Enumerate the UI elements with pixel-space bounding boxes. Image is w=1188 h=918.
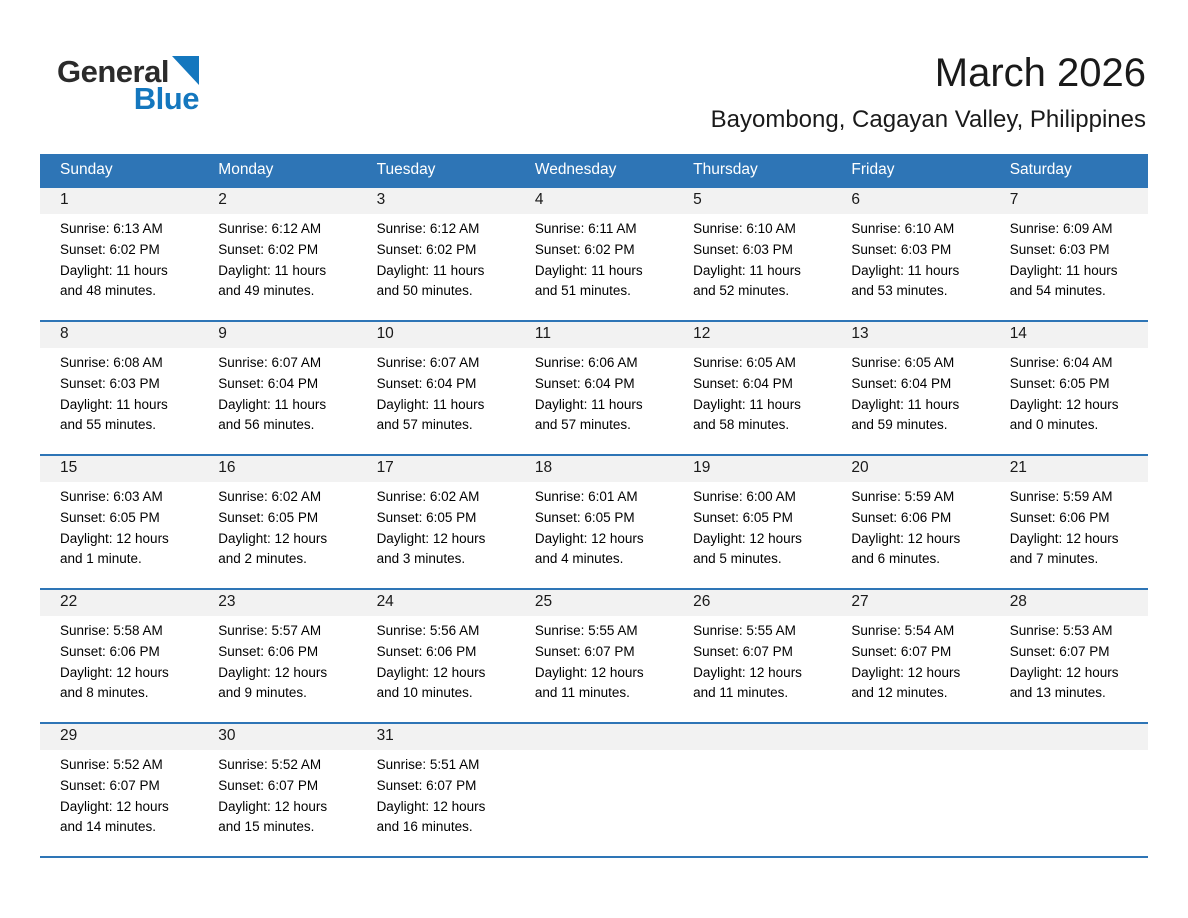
day-number: 9 (198, 322, 356, 348)
sunrise-text: Sunrise: 6:02 AM (218, 489, 322, 504)
sunrise-text: Sunrise: 5:53 AM (1009, 623, 1113, 638)
day-details (357, 616, 515, 703)
day-cell (990, 187, 1148, 321)
day-number: 14 (990, 322, 1148, 348)
sunset-text: Sunset: 6:07 PM (376, 777, 477, 793)
daylight-text: Daylight: 11 hours and 54 minutes. (1009, 262, 1118, 298)
sunset-text: Sunset: 6:02 PM (376, 241, 477, 257)
daylight-text: Daylight: 11 hours and 57 minutes. (376, 396, 485, 432)
sunset-text: Sunset: 6:03 PM (693, 241, 793, 257)
daylight-text: Daylight: 11 hours and 55 minutes. (60, 396, 168, 432)
weekday-header-saturday: Saturday (990, 154, 1148, 187)
week-row (40, 723, 1148, 857)
sunset-text: Sunset: 6:03 PM (851, 241, 952, 257)
day-cell (515, 589, 673, 723)
day-details (357, 348, 515, 435)
title-block (711, 50, 1146, 134)
daylight-text: Daylight: 11 hours and 59 minutes. (851, 396, 960, 432)
day-details (40, 616, 198, 703)
day-number: 5 (673, 188, 831, 214)
day-details (357, 750, 515, 837)
day-details (357, 482, 515, 569)
sunrise-text: Sunrise: 6:12 AM (218, 221, 322, 236)
day-details (990, 616, 1148, 703)
sunrise-text: Sunrise: 5:58 AM (60, 623, 163, 638)
sunset-text: Sunset: 6:04 PM (218, 375, 319, 391)
sunrise-text: Sunrise: 5:52 AM (218, 757, 322, 772)
day-cell (673, 321, 831, 455)
empty-day-cell (831, 723, 989, 857)
day-number: 27 (831, 590, 989, 616)
daylight-text: Daylight: 12 hours and 5 minutes. (693, 530, 802, 566)
day-details (831, 214, 989, 301)
sunrise-text: Sunrise: 5:56 AM (376, 623, 480, 638)
day-details (40, 214, 198, 301)
weekday-header-wednesday: Wednesday (515, 154, 673, 187)
day-number: 6 (831, 188, 989, 214)
sunset-text: Sunset: 6:06 PM (60, 643, 160, 659)
sunrise-text: Sunrise: 6:01 AM (534, 489, 638, 504)
sunrise-text: Sunrise: 5:55 AM (534, 623, 638, 638)
day-cell (357, 321, 515, 455)
day-number: 12 (673, 322, 831, 348)
sunset-text: Sunset: 6:04 PM (693, 375, 793, 391)
day-number: 16 (198, 456, 356, 482)
day-details (673, 482, 831, 569)
day-details (198, 750, 356, 837)
day-details (673, 214, 831, 301)
day-cell (515, 187, 673, 321)
sunset-text: Sunset: 6:03 PM (60, 375, 160, 391)
sunrise-text: Sunrise: 6:11 AM (534, 221, 637, 236)
day-number (515, 724, 673, 750)
daylight-text: Daylight: 12 hours and 12 minutes. (851, 664, 961, 700)
day-number: 30 (198, 724, 356, 750)
sunrise-text: Sunrise: 5:52 AM (60, 757, 163, 772)
day-cell (831, 187, 989, 321)
general-blue-logo (57, 56, 199, 114)
sunset-text: Sunset: 6:05 PM (376, 509, 477, 525)
sunrise-text: Sunrise: 6:08 AM (60, 355, 163, 370)
day-details (515, 750, 673, 755)
week-row (40, 455, 1148, 589)
sunset-text: Sunset: 6:05 PM (218, 509, 319, 525)
day-number: 15 (40, 456, 198, 482)
day-cell (198, 589, 356, 723)
logo-text-blue: Blue (133, 81, 199, 116)
day-details (831, 482, 989, 569)
day-details (198, 348, 356, 435)
day-number: 4 (515, 188, 673, 214)
sunset-text: Sunset: 6:07 PM (534, 643, 635, 659)
day-cell (40, 187, 198, 321)
daylight-text: Daylight: 11 hours and 52 minutes. (693, 262, 801, 298)
sunset-text: Sunset: 6:04 PM (851, 375, 952, 391)
day-cell (357, 187, 515, 321)
sunset-text: Sunset: 6:04 PM (376, 375, 477, 391)
sunrise-text: Sunrise: 6:05 AM (851, 355, 955, 370)
daylight-text: Daylight: 12 hours and 15 minutes. (218, 798, 328, 834)
daylight-text: Daylight: 12 hours and 14 minutes. (60, 798, 169, 834)
daylight-text: Daylight: 12 hours and 10 minutes. (376, 664, 486, 700)
sunrise-text: Sunrise: 6:03 AM (60, 489, 163, 504)
day-number: 21 (990, 456, 1148, 482)
daylight-text: Daylight: 11 hours and 48 minutes. (60, 262, 168, 298)
daylight-text: Daylight: 12 hours and 11 minutes. (534, 664, 644, 700)
sunrise-text: Sunrise: 6:07 AM (218, 355, 322, 370)
week-row (40, 589, 1148, 723)
sunset-text: Sunset: 6:05 PM (1009, 375, 1110, 391)
day-number: 8 (40, 322, 198, 348)
sunset-text: Sunset: 6:07 PM (851, 643, 952, 659)
day-details (515, 616, 673, 703)
day-cell (990, 321, 1148, 455)
day-number: 2 (198, 188, 356, 214)
day-details (357, 214, 515, 301)
daylight-text: Daylight: 12 hours and 6 minutes. (851, 530, 961, 566)
sunrise-text: Sunrise: 6:04 AM (1009, 355, 1113, 370)
daylight-text: Daylight: 12 hours and 7 minutes. (1009, 530, 1119, 566)
day-number: 3 (357, 188, 515, 214)
day-number (990, 724, 1148, 750)
sunrise-text: Sunrise: 6:00 AM (693, 489, 796, 504)
daylight-text: Daylight: 11 hours and 58 minutes. (693, 396, 801, 432)
daylight-text: Daylight: 11 hours and 57 minutes. (534, 396, 643, 432)
day-details (673, 348, 831, 435)
day-cell (673, 455, 831, 589)
sunrise-text: Sunrise: 6:10 AM (693, 221, 796, 236)
week-row (40, 321, 1148, 455)
day-details (990, 482, 1148, 569)
day-details (198, 482, 356, 569)
day-number: 23 (198, 590, 356, 616)
sunset-text: Sunset: 6:05 PM (60, 509, 160, 525)
day-cell (198, 723, 356, 857)
day-details (831, 348, 989, 435)
day-details (990, 750, 1148, 755)
day-number: 18 (515, 456, 673, 482)
day-details (673, 750, 831, 755)
page-header (0, 0, 1188, 148)
sunrise-text: Sunrise: 5:55 AM (693, 623, 796, 638)
day-cell (831, 589, 989, 723)
day-details (40, 482, 198, 569)
calendar-wrap (40, 154, 1148, 858)
sunset-text: Sunset: 6:06 PM (218, 643, 319, 659)
calendar-table (40, 154, 1148, 858)
sunrise-text: Sunrise: 5:51 AM (376, 757, 480, 772)
day-cell (357, 723, 515, 857)
sunrise-text: Sunrise: 6:13 AM (60, 221, 163, 236)
month-title: March 2026 (934, 51, 1146, 95)
sunrise-text: Sunrise: 6:05 AM (693, 355, 796, 370)
sunrise-text: Sunrise: 5:59 AM (1009, 489, 1113, 504)
daylight-text: Daylight: 12 hours and 0 minutes. (1009, 396, 1119, 432)
calendar-head (40, 154, 1148, 187)
day-number: 13 (831, 322, 989, 348)
sunset-text: Sunset: 6:02 PM (60, 241, 160, 257)
daylight-text: Daylight: 12 hours and 8 minutes. (60, 664, 169, 700)
day-cell (40, 723, 198, 857)
day-cell (357, 455, 515, 589)
day-number: 1 (40, 188, 198, 214)
sunset-text: Sunset: 6:07 PM (693, 643, 793, 659)
empty-day-cell (990, 723, 1148, 857)
day-number (831, 724, 989, 750)
daylight-text: Daylight: 12 hours and 4 minutes. (534, 530, 644, 566)
weekday-header-monday: Monday (198, 154, 356, 187)
sunrise-text: Sunrise: 6:02 AM (376, 489, 480, 504)
day-number: 19 (673, 456, 831, 482)
day-cell (673, 589, 831, 723)
sunrise-text: Sunrise: 6:07 AM (376, 355, 480, 370)
weekday-header-friday: Friday (831, 154, 989, 187)
sunset-text: Sunset: 6:07 PM (60, 777, 160, 793)
daylight-text: Daylight: 12 hours and 3 minutes. (376, 530, 486, 566)
day-number (673, 724, 831, 750)
sunrise-text: Sunrise: 5:57 AM (218, 623, 322, 638)
sunset-text: Sunset: 6:05 PM (693, 509, 793, 525)
calendar-body (40, 187, 1148, 857)
sunset-text: Sunset: 6:06 PM (376, 643, 477, 659)
day-number: 29 (40, 724, 198, 750)
day-cell (198, 321, 356, 455)
day-details (831, 750, 989, 755)
sunset-text: Sunset: 6:05 PM (534, 509, 635, 525)
day-number: 20 (831, 456, 989, 482)
empty-day-cell (673, 723, 831, 857)
sunset-text: Sunset: 6:06 PM (1009, 509, 1110, 525)
day-number: 17 (357, 456, 515, 482)
day-cell (40, 455, 198, 589)
day-cell (515, 321, 673, 455)
day-cell (673, 187, 831, 321)
day-cell (40, 589, 198, 723)
daylight-text: Daylight: 12 hours and 16 minutes. (376, 798, 486, 834)
day-cell (515, 455, 673, 589)
week-row (40, 187, 1148, 321)
sunrise-text: Sunrise: 6:06 AM (534, 355, 638, 370)
day-details (515, 214, 673, 301)
day-number: 28 (990, 590, 1148, 616)
day-details (198, 616, 356, 703)
day-number: 7 (990, 188, 1148, 214)
day-number: 22 (40, 590, 198, 616)
day-number: 26 (673, 590, 831, 616)
sunrise-text: Sunrise: 6:12 AM (376, 221, 480, 236)
day-details (990, 214, 1148, 301)
weekday-header-row (40, 154, 1148, 187)
daylight-text: Daylight: 12 hours and 2 minutes. (218, 530, 328, 566)
empty-day-cell (515, 723, 673, 857)
weekday-header-sunday: Sunday (40, 154, 198, 187)
day-details (990, 348, 1148, 435)
daylight-text: Daylight: 11 hours and 56 minutes. (218, 396, 327, 432)
sunset-text: Sunset: 6:07 PM (218, 777, 319, 793)
day-details (515, 482, 673, 569)
sunset-text: Sunset: 6:06 PM (851, 509, 952, 525)
daylight-text: Daylight: 11 hours and 49 minutes. (218, 262, 327, 298)
weekday-header-thursday: Thursday (673, 154, 831, 187)
day-cell (198, 455, 356, 589)
sunrise-text: Sunrise: 6:09 AM (1009, 221, 1113, 236)
day-cell (990, 455, 1148, 589)
day-details (673, 616, 831, 703)
sunset-text: Sunset: 6:02 PM (218, 241, 319, 257)
daylight-text: Daylight: 12 hours and 11 minutes. (693, 664, 802, 700)
day-cell (357, 589, 515, 723)
day-cell (198, 187, 356, 321)
day-number: 31 (357, 724, 515, 750)
sunset-text: Sunset: 6:04 PM (534, 375, 635, 391)
day-number: 24 (357, 590, 515, 616)
day-number: 10 (357, 322, 515, 348)
sunset-text: Sunset: 6:03 PM (1009, 241, 1110, 257)
location-subtitle: Bayombong, Cagayan Valley, Philippines (710, 106, 1146, 133)
sunset-text: Sunset: 6:07 PM (1009, 643, 1110, 659)
day-details (515, 348, 673, 435)
sunrise-text: Sunrise: 5:59 AM (851, 489, 955, 504)
logo-text-general: General (57, 54, 169, 89)
day-cell (831, 455, 989, 589)
sunrise-text: Sunrise: 5:54 AM (851, 623, 955, 638)
daylight-text: Daylight: 11 hours and 50 minutes. (376, 262, 485, 298)
daylight-text: Daylight: 12 hours and 9 minutes. (218, 664, 328, 700)
day-details (40, 750, 198, 837)
day-details (40, 348, 198, 435)
daylight-text: Daylight: 12 hours and 1 minute. (60, 530, 169, 566)
day-number: 25 (515, 590, 673, 616)
daylight-text: Daylight: 12 hours and 13 minutes. (1009, 664, 1119, 700)
daylight-text: Daylight: 11 hours and 53 minutes. (851, 262, 960, 298)
day-details (198, 214, 356, 301)
daylight-text: Daylight: 11 hours and 51 minutes. (534, 262, 643, 298)
day-cell (990, 589, 1148, 723)
day-cell (40, 321, 198, 455)
day-details (831, 616, 989, 703)
sunset-text: Sunset: 6:02 PM (534, 241, 635, 257)
day-number: 11 (515, 322, 673, 348)
day-cell (831, 321, 989, 455)
weekday-header-tuesday: Tuesday (357, 154, 515, 187)
sunrise-text: Sunrise: 6:10 AM (851, 221, 955, 236)
